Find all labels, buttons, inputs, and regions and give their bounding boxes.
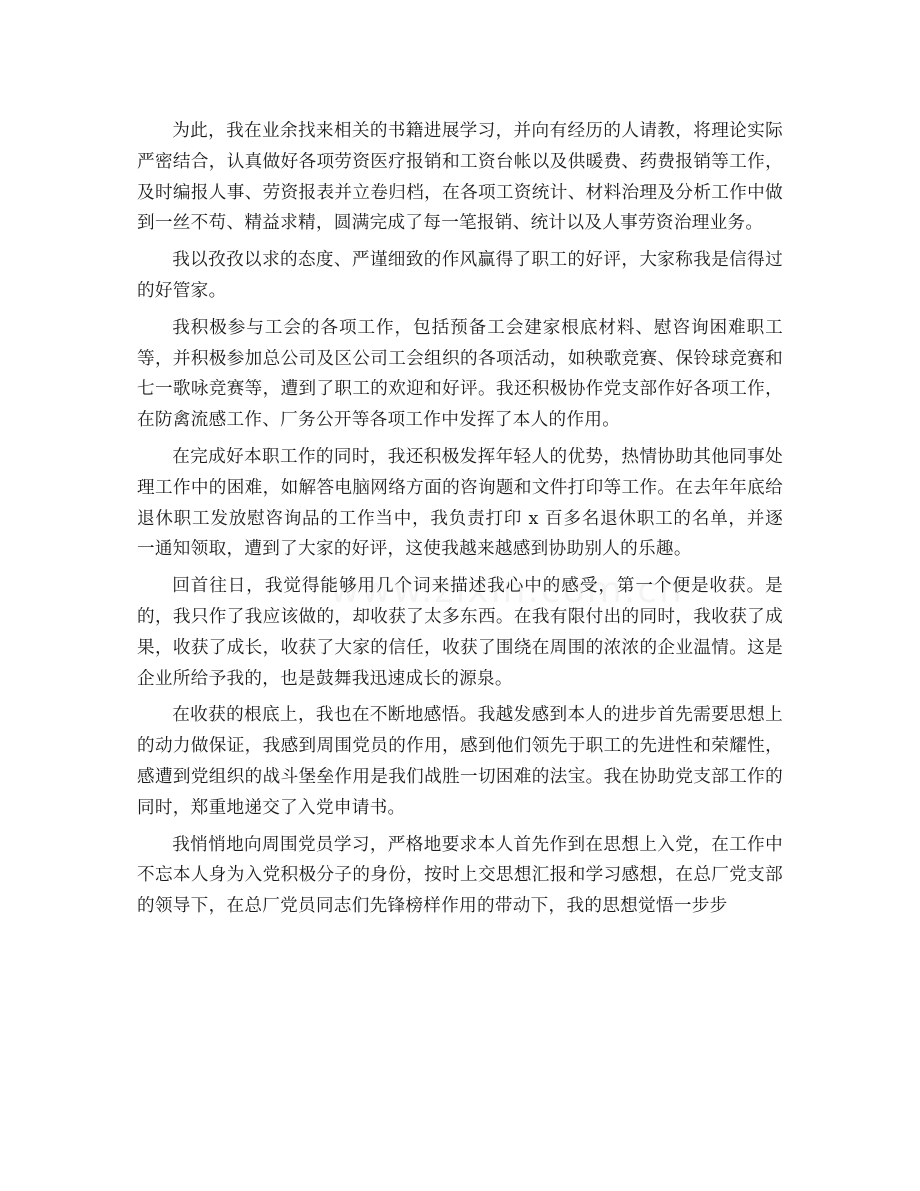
paragraph-3: 我积极参与工会的各项工作，包括预备工会建家根底材料、慰咨询困难职工等，并积极参加总公司及区公司工会组织的各项活动，如秧歌竞赛、保铃球竞赛和七一歌咏竞赛等，遭到了职工的欢迎和好评。我还积极协作党支部作好各项工作，在防禽流感工作、厂务公开等各项工作中发挥了本人的作用。 — [137, 317, 783, 431]
document-body — [137, 116, 783, 928]
paragraph-7: 我悄悄地向周围党员学习，严格地要求本人首先作到在思想上入党，在工作中不忘本人身为入党积极分子的身份，按时上交思想汇报和学习感想，在总厂党支部的领导下，在总厂党员同志们先锋榜样作用的带动下，我的思想觉悟一步步 — [137, 834, 783, 917]
paragraph-5: 回首往日，我觉得能够用几个词来描述我心中的感受，第一个便是收获。是的，我只作了我应该做的，却收获了太多东西。在我有限付出的同时，我收获了成果，收获了成长，收获了大家的信任，收获了围绕在周围的浓浓的企业温情。这是企业所给予我的，也是鼓舞我迅速成长的源泉。 — [137, 576, 783, 689]
paragraph-6: 在收获的根底上，我也在不断地感悟。我越发感到本人的进步首先需要思想上的动力做保证，我感到周围党员的作用，感到他们领先于职工的先进性和荣耀性，感遭到党组织的战斗堡垒作用是我们战胜一切困难的法宝。我在协助党支部工作的同时，郑重地递交了入党申请书。 — [137, 705, 783, 818]
paragraph-1: 为此，我在业余找来相关的书籍进展学习，并向有经历的人请教，将理论实际严密结合，认真做好各项劳资医疗报销和工资台帐以及供暖费、药费报销等工作，及时编报人事、劳资报表并立卷归档，在各项工资统计、材料治理及分析工作中做到一丝不苟、精益求精，圆满完成了每一笔报销、统计以及人事劳资治理业务。 — [137, 121, 783, 234]
paragraph-2: 我以孜孜以求的态度、严谨细致的作风赢得了职工的好评，大家称我是信得过的好管家。 — [137, 250, 783, 301]
paragraph-4: 在完成好本职工作的同时，我还积极发挥年轻人的优势，热情协助其他同事处理工作中的困难，如解答电脑网络方面的咨询题和文件打印等工作。在去年年底给退休职工发放慰咨询品的工作当中，我负责打印 x 百多名退休职工的名单，并逐一通知领取，遭到了大家的好评，这使我越来越感到协助别人的乐趣。 — [137, 446, 783, 560]
